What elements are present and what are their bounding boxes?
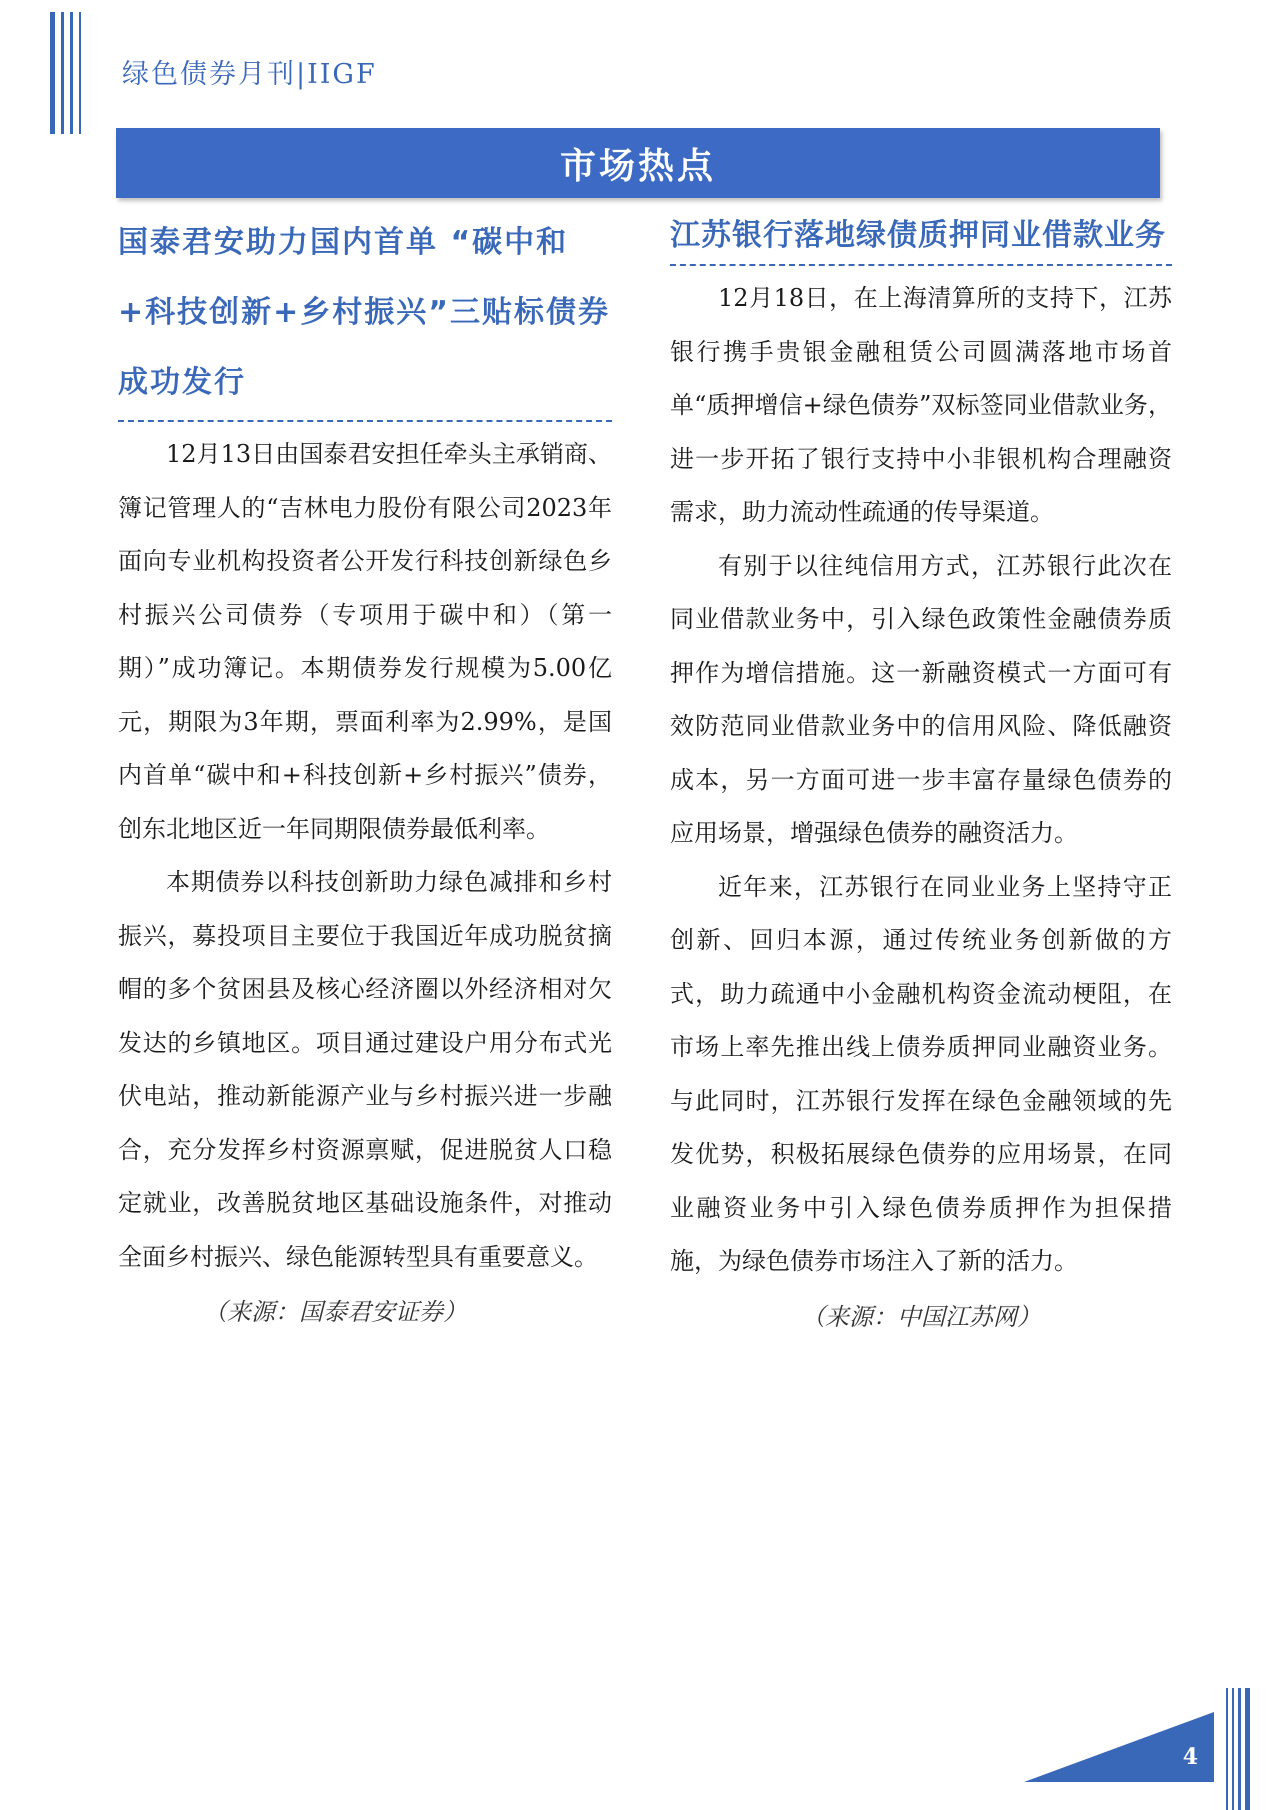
page-number: 4: [1182, 1744, 1198, 1770]
right-paragraph: 近年来，江苏银行在同业业务上坚持守正创新、回归本源，通过传统业务创新做的方式，助力疏通中小金融机构资金流动梗阻，在市场上率先推出线上债券质押同业融资业务。与此同时，江苏银行发挥在绿色金融领域的先发优势，积极拓展绿色债券的应用场景，在同业融资业务中引入绿色债券质押作为担保措施，为绿色债券市场注入了新的活力。: [670, 872, 1172, 1275]
section-title: 市场热点: [559, 144, 716, 187]
right-title-divider: [670, 264, 1172, 266]
left-paragraph: 本期债券以科技创新助力绿色减排和乡村振兴，募投项目主要位于我国近年成功脱贫摘帽的多个贫困县及核心经济圈以外经济相对欠发达的乡镇地区。项目通过建设户用分布式光伏电站，推动新能源产业与乡村振兴进一步融合，充分发挥乡村资源禀赋，促进脱贫人口稳定就业，改善脱贫地区基础设施条件，对推动全面乡村振兴、绿色能源转型具有重要意义。: [118, 868, 612, 1271]
footer-decorative-bars: [1226, 1688, 1250, 1810]
right-paragraph: 有别于以往纯信用方式，江苏银行此次在同业借款业务中，引入绿色政策性金融债券质押作为增信措施。这一新融资模式一方面可有效防范同业借款业务中的信用风险、降低融资成本，另一方面可进一步丰富存量绿色债券的应用场景，增强绿色债券的融资活力。: [670, 551, 1172, 847]
page-number-tab: [1024, 1712, 1214, 1782]
left-title-divider: [118, 420, 612, 422]
left-paragraph: 12月13日由国泰君安担任牵头主承销商、簿记管理人的“吉林电力股份有限公司2023年面向专业机构投资者公开发行科技创新绿色乡村振兴公司债券（专项用于碳中和）（第一期）”成功簿记。本期债券发行规模为5.00亿元，期限为3年期，票面利率为2.99%，是国内首单“碳中和+科技创新+乡村振兴”债券，创东北地区近一年同期限债券最低利率。: [118, 440, 612, 843]
left-article-source: （来源：国泰君安证券）: [203, 1298, 467, 1326]
right-column: [670, 208, 1172, 1344]
right-article-source: （来源：中国江苏网）: [801, 1302, 1041, 1331]
right-article-title: 江苏银行落地绿债质押同业借款业务: [670, 218, 1166, 253]
header-decorative-bars: [50, 12, 81, 134]
section-banner: [116, 128, 1160, 198]
running-header: 绿色债券月刊|IIGF: [122, 59, 377, 90]
left-column: [118, 208, 612, 1339]
right-paragraph: 12月18日，在上海清算所的支持下，江苏银行携手贵银金融租赁公司圆满落地市场首单“质押增信+绿色债券”双标签同业借款业务，进一步开拓了银行支持中小非银机构合理融资需求，助力流动性疏通的传导渠道。: [670, 284, 1172, 526]
left-article-title: 国泰君安助力国内首单 “碳中和+科技创新+乡村振兴”三贴标债券成功发行: [118, 225, 610, 400]
